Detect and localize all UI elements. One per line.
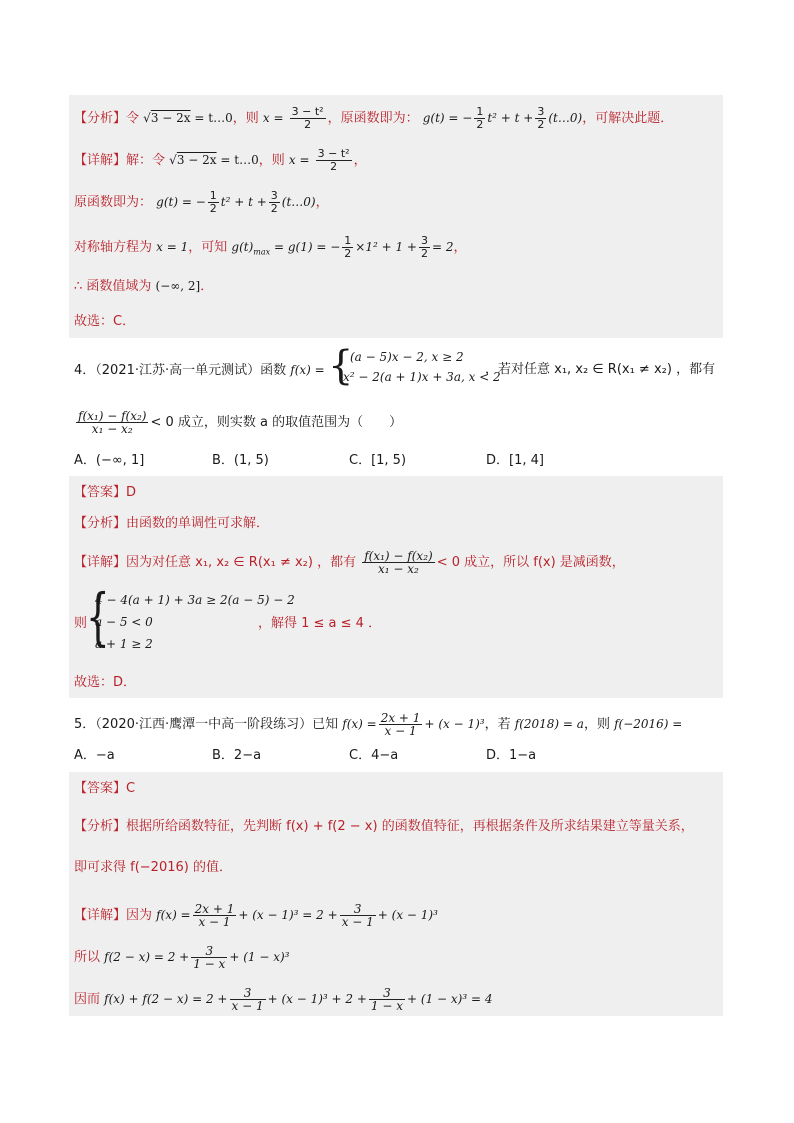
q5-analysis-line-1: 【分析】根据所给函数特征，先判断 f(x) + f(2 − x) 的函数值特征，再根据条件及所求结果建立等量关系， xyxy=(74,819,694,834)
q5-analysis-line-2: 即可求得 f(−2016) 的值． xyxy=(74,860,232,875)
q3-solution-box xyxy=(69,95,723,338)
q4-answer-value: D xyxy=(126,485,137,500)
detail-tag: 【详解】 xyxy=(74,153,127,168)
q4-stem-prefix: 4．（2021·江苏·高一单元测试）函数 xyxy=(74,363,287,378)
q5-detail-line-3: 因而 f(x) + f(2 − x) = 2 + $\frac{3}{x - 1}$ + (x − 1)³ + 2 + $\frac{3}{1 - x}$ + (1 − x)³ = 4 xyxy=(74,986,493,1013)
q3-detail-line-4: ∴ 函数值域为 (−∞, 2]． xyxy=(74,279,214,294)
q4-system-eq-2: a − 5 < 0 xyxy=(95,615,153,629)
q5-detail-line-2: 所以 f(2 − x) = 2 + $\frac{3}{1 - x}$ + (1 − x)³ xyxy=(74,944,290,971)
q4-choice-b[interactable]: B．(1, 5) xyxy=(212,453,269,468)
analysis-tag: 【分析】 xyxy=(74,111,127,126)
q5-solution-box xyxy=(69,772,723,1016)
q3-detail-line-3: 对称轴方程为 x = 1，可知 $g(t)_{max} = g(1)$ = − $\frac{1}{2}$ ×1² + 1 + $\frac{3}{2}$ = 2， xyxy=(74,234,467,260)
q4-system-prefix: 则 xyxy=(74,616,88,631)
q4-answer-line: 【答案】D xyxy=(74,485,137,500)
q4-stem-mid: ，若对任意 x₁, x₂ ∈ R(x₁ ≠ x₂) ，都有 xyxy=(485,362,716,377)
q4-choice-d[interactable]: D．[1, 4] xyxy=(486,453,544,468)
q4-system-eq-1: 4 − 4(a + 1) + 3a ≥ 2(a − 5) − 2 xyxy=(95,593,295,607)
q5-stem-line: 5．（2020·江西·鹰潭一中高一阶段练习）已知 f(x) = $\frac{2x + 1}{x - 1}$ + (x − 1)³，若 f(2018) = a，则 f(−2016) = xyxy=(74,711,683,738)
q4-stem-line-1: 4．（2021·江苏·高一单元测试）函数 f(x) = xyxy=(74,363,325,378)
q4-system-eq-3: a + 1 ≥ 2 xyxy=(95,637,153,651)
q5-choice-a[interactable]: A．−a xyxy=(74,748,115,763)
q4-conclusion: 故选：D． xyxy=(74,675,137,690)
q4-stem-line-2: $\frac{\text{f(x₁) − f(x₂)}}{\text{x₁ − x₂}}$ < 0 成立，则实数 a 的取值范围为（ ） xyxy=(78,409,403,436)
q5-choice-b[interactable]: B．2−a xyxy=(212,748,262,763)
q4-case-brace: { xyxy=(328,343,354,389)
q3-analysis-line: 【分析】令 √3 − 2x = t…0，则 x = $\frac{\text{3 − t²}}{2}$ ，原函数即为： g(t) = − $\frac{1}{2}$ t² + t + $\frac{3}{2}$ (t…0)，可解决此题． xyxy=(74,105,674,131)
fraction: $\frac{\text{3 − t²}}{2}$ xyxy=(291,105,324,131)
q4-case-1: (a − 5)x − 2, x ≥ 2 xyxy=(350,350,464,364)
q3-conclusion: 故选：C． xyxy=(74,314,136,329)
q4-case-2: x² − 2(a + 1)x + 3a, x < 2 xyxy=(343,370,501,384)
q4-analysis-line: 【分析】由函数的单调性可求解． xyxy=(74,516,270,531)
q5-detail-line-1: 【详解】因为 f(x) = $\frac{2x + 1}{x - 1}$ + (x − 1)³ = 2 + $\frac{3}{x - 1}$ + (x − 1)³ xyxy=(74,902,438,929)
q3-detail-line-1: 【详解】解：令 √3 − 2x = t…0，则 x = $\frac{\text{3 − t²}}{2}$ ， xyxy=(74,147,367,173)
q5-answer-value: C xyxy=(126,781,136,796)
q4-solution-box xyxy=(69,476,723,698)
q4-detail-line-1: 【详解】因为对任意 x₁, x₂ ∈ R(x₁ ≠ x₂) ，都有 $\frac{\text{f(x₁) − f(x₂)}}{\text{x₁ − x₂}}$ < 0 成立，所以 f(x) 是减函数， xyxy=(74,549,625,576)
q4-choice-a[interactable]: A．(−∞, 1] xyxy=(74,453,145,468)
q4-choice-c[interactable]: C．[1, 5) xyxy=(349,453,407,468)
q4-system-brace: { xyxy=(86,580,110,653)
q4-system-result: ，解得 1 ≤ a ≤ 4 ． xyxy=(258,616,382,631)
q5-choice-c[interactable]: C．4−a xyxy=(349,748,399,763)
q5-answer-line: 【答案】C xyxy=(74,781,136,796)
q3-detail-line-2: 原函数即为： g(t) = − $\frac{1}{2}$ t² + t + $\frac{3}{2}$ (t…0)， xyxy=(74,189,329,215)
q5-choice-d[interactable]: D．1−a xyxy=(486,748,537,763)
